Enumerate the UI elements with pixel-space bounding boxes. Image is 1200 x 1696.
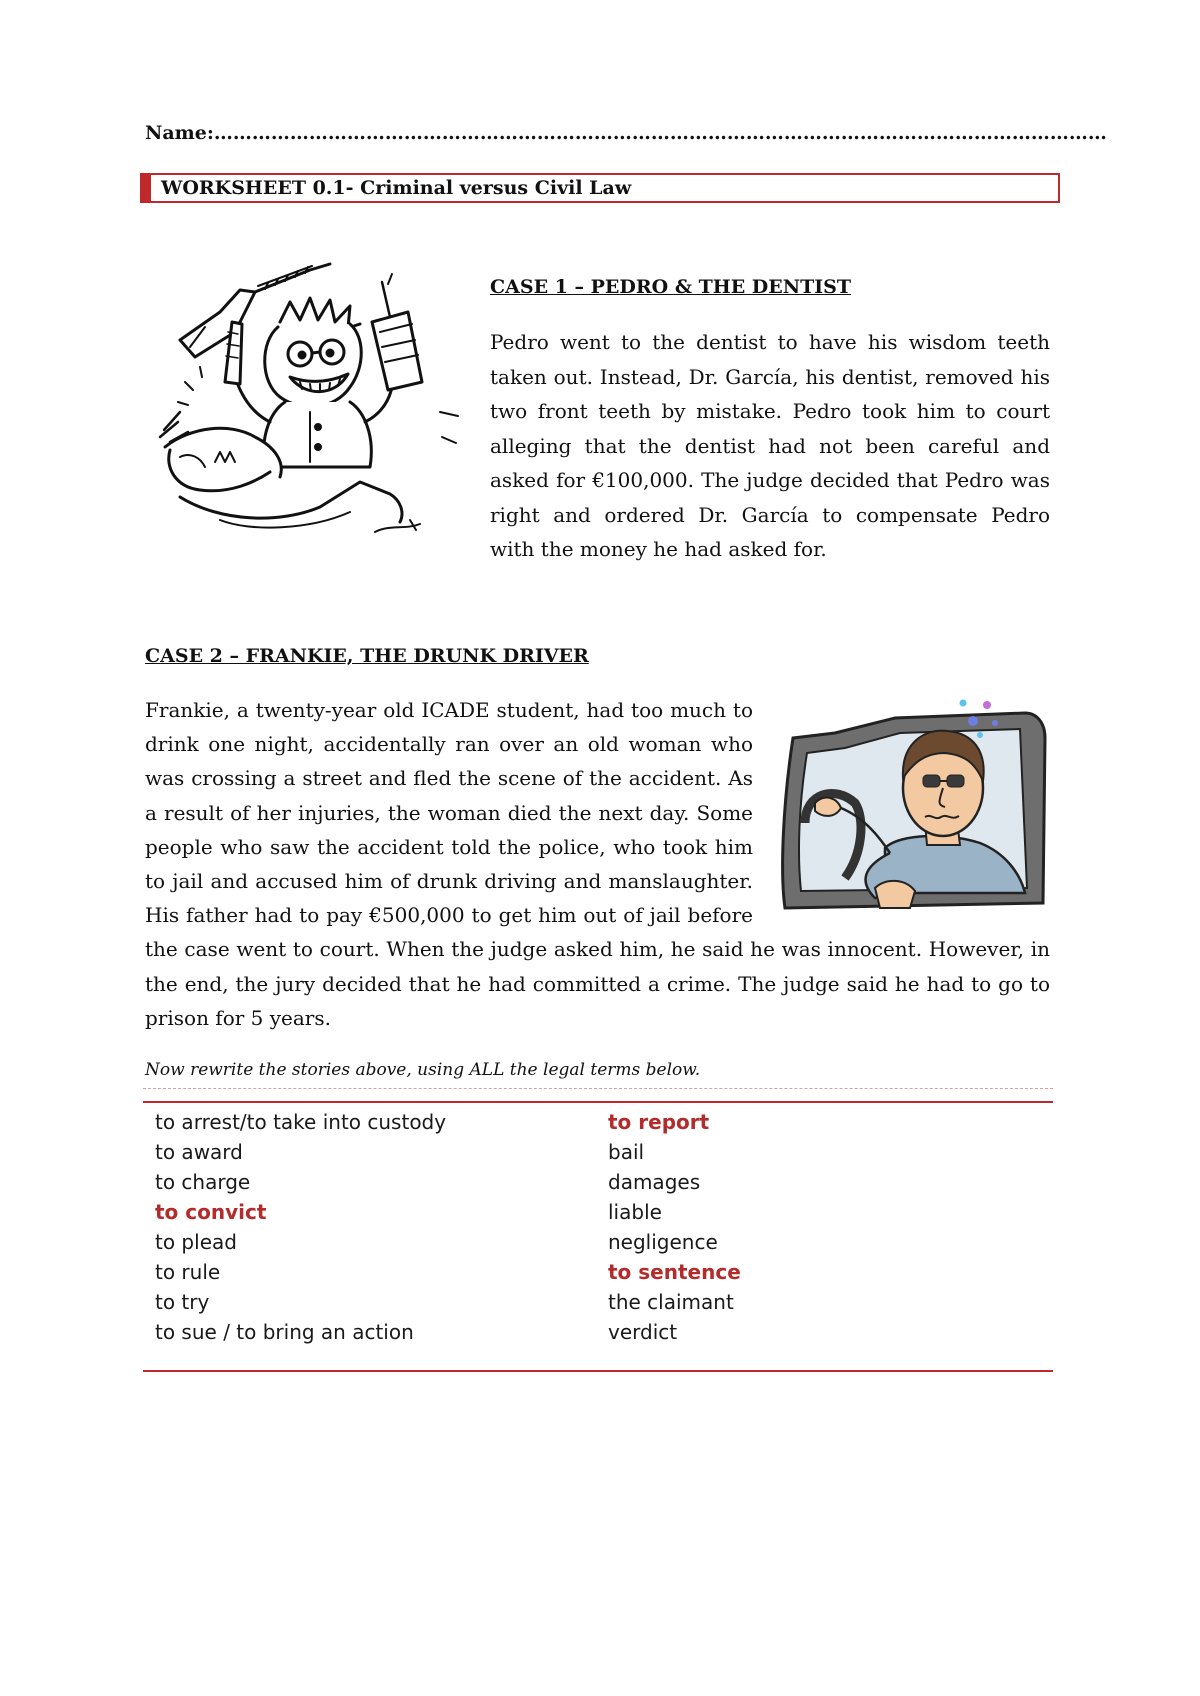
worksheet-title-box [140,173,1060,203]
legal-term: to charge [155,1170,251,1194]
legal-term-highlighted: to report [608,1110,710,1134]
legal-term: to rule [155,1260,221,1284]
legal-term: to try [155,1290,210,1314]
worksheet-title: WORKSHEET 0.1- Criminal versus Civil Law [161,177,632,199]
legal-term: bail [608,1140,645,1164]
terms-table-bottom-rule [143,1370,1053,1372]
name-field-line: Name:…………………………………………………………………………………………………………………………… [145,122,1107,144]
title-accent-bar [140,173,151,203]
legal-term: the claimant [608,1290,734,1314]
legal-term: to award [155,1140,243,1164]
legal-term: verdict [608,1320,678,1344]
legal-term: to arrest/to take into custody [155,1110,447,1134]
legal-terms-right-column [608,1107,741,1347]
legal-term-highlighted: to convict [155,1200,267,1224]
legal-term: to sue / to bring an action [155,1320,414,1344]
case2-story-text: Frankie, a twenty-year old ICADE student, had too much to drink one night, accidentally ran over an old woman who was crossing a street and fled the scene of the accident. As a result of her injuries, the woman died the next day. Some people who saw the accident told the police, who took him to jail and accused him of drunk driving and manslaughter. His father had to pay €500,000 to get him out of jail before the case went to court. When the judge asked him, he said he was innocent. However, in the end, the jury decided that he had committed a crime. The judge said he had to go to prison for 5 years. [145,698,1050,1030]
rewrite-instruction: Now rewrite the stories above, using ALL the legal terms below. [145,1060,701,1080]
legal-term: to plead [155,1230,237,1254]
divider-dashed [143,1088,1053,1089]
dentist-cartoon-icon [160,262,470,560]
driver-cartoon-icon [775,693,1050,915]
legal-term-highlighted: to sentence [608,1260,741,1284]
case1-story-text: Pedro went to the dentist to have his wisdom teeth taken out. Instead, Dr. García, his dentist, removed his two front teeth by mistake. Pedro took him to court alleging that the dentist had not been careful and asked for €100,000. The judge decided that Pedro was right and ordered Dr. García to compensate Pedro with the money he had asked for. [490,330,1050,561]
legal-term: liable [608,1200,662,1224]
legal-term: damages [608,1170,701,1194]
case1-heading: CASE 1 – PEDRO & THE DENTIST [490,276,851,298]
case2-story-block [145,693,1050,1035]
terms-table-top-rule [143,1101,1053,1103]
legal-terms-left-column [155,1107,446,1347]
case2-heading: CASE 2 – FRANKIE, THE DRUNK DRIVER [145,645,589,667]
legal-term: negligence [608,1230,718,1254]
